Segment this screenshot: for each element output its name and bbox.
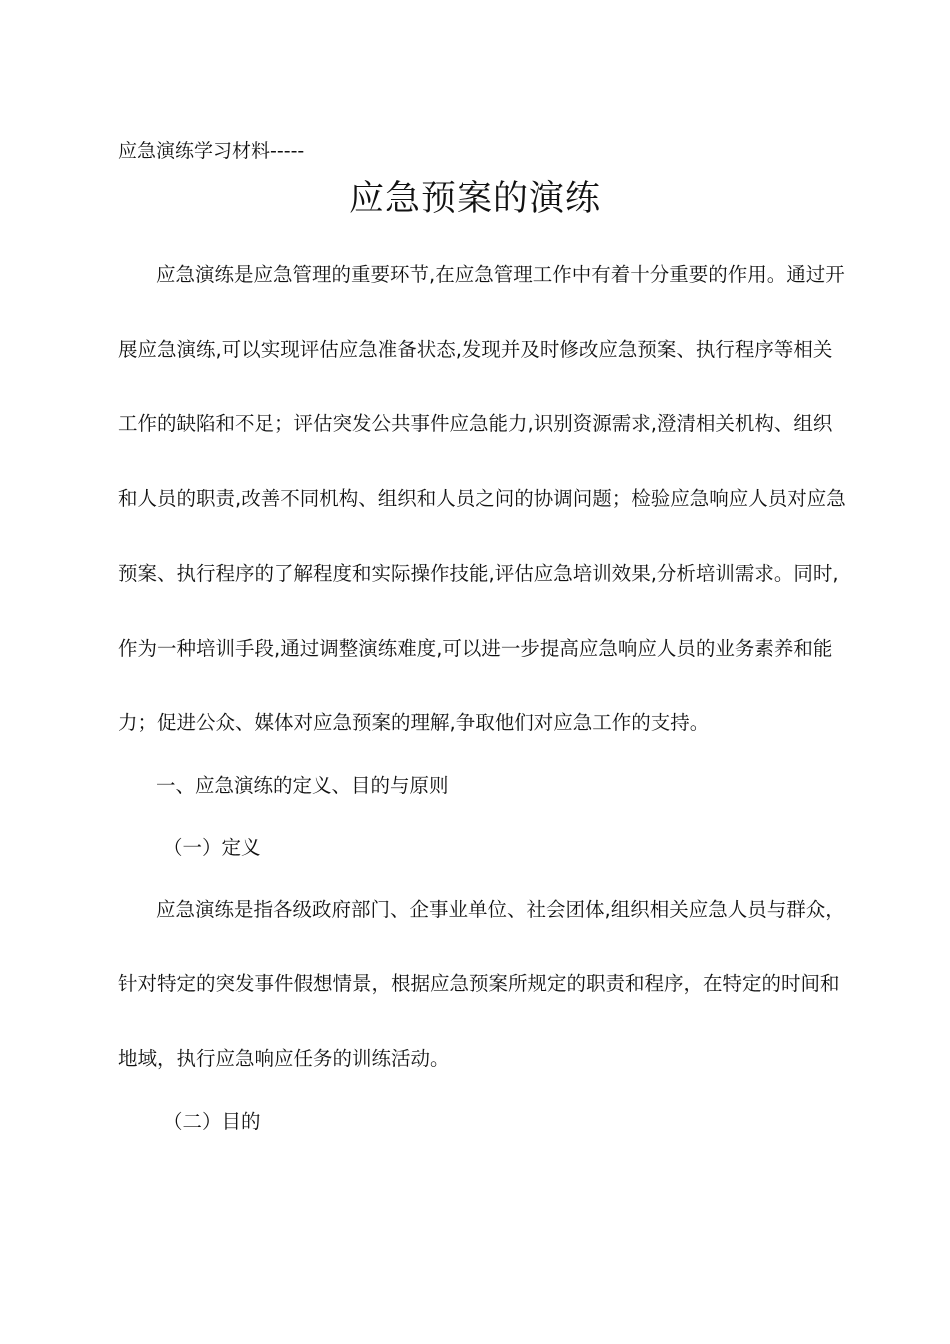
paragraph-line: 预案、执行程序的了解程度和实际操作技能,评估应急培训效果,分析培训需求。同时, [118,562,839,585]
paragraph-line: 应急演练是应急管理的重要环节,在应急管理工作中有着十分重要的作用。通过开 [156,263,845,286]
paragraph-line: 工作的缺陷和不足；评估突发公共事件应急能力,识别资源需求,澄清相关机构、组织 [118,412,833,435]
document-title: 应急预案的演练 [348,179,601,219]
paragraph-line: 作为一种培训手段,通过调整演练难度,可以进一步提高应急响应人员的业务素养和能 [118,637,833,660]
paragraph-line: 应急演练是指各级政府部门、企事业单位、社会团体,组织相关应急人员与群众， [156,898,845,921]
paragraph-line: 地域，执行应急响应任务的训练活动。 [118,1047,450,1070]
paragraph-line: 和人员的职责,改善不同机构、组织和人员之问的协调问题；检验应急响应人员对应急 [118,487,846,510]
subsection-heading: （二）目的 [163,1110,261,1133]
header-note: 应急演练学习材料----- [118,140,305,162]
paragraph-line: 针对特定的突发事件假想情景，根据应急预案所规定的职责和程序，在特定的时间和 [118,972,840,995]
paragraph-line: 力；促进公众、媒体对应急预案的理解,争取他们对应急工作的支持。 [118,711,710,734]
paragraph-line: 展应急演练,可以实现评估应急准备状态,发现并及时修改应急预案、执行程序等相关 [118,338,833,361]
subsection-heading: （一）定义 [163,836,261,859]
section-heading: 一、应急演练的定义、目的与原则 [156,774,449,797]
